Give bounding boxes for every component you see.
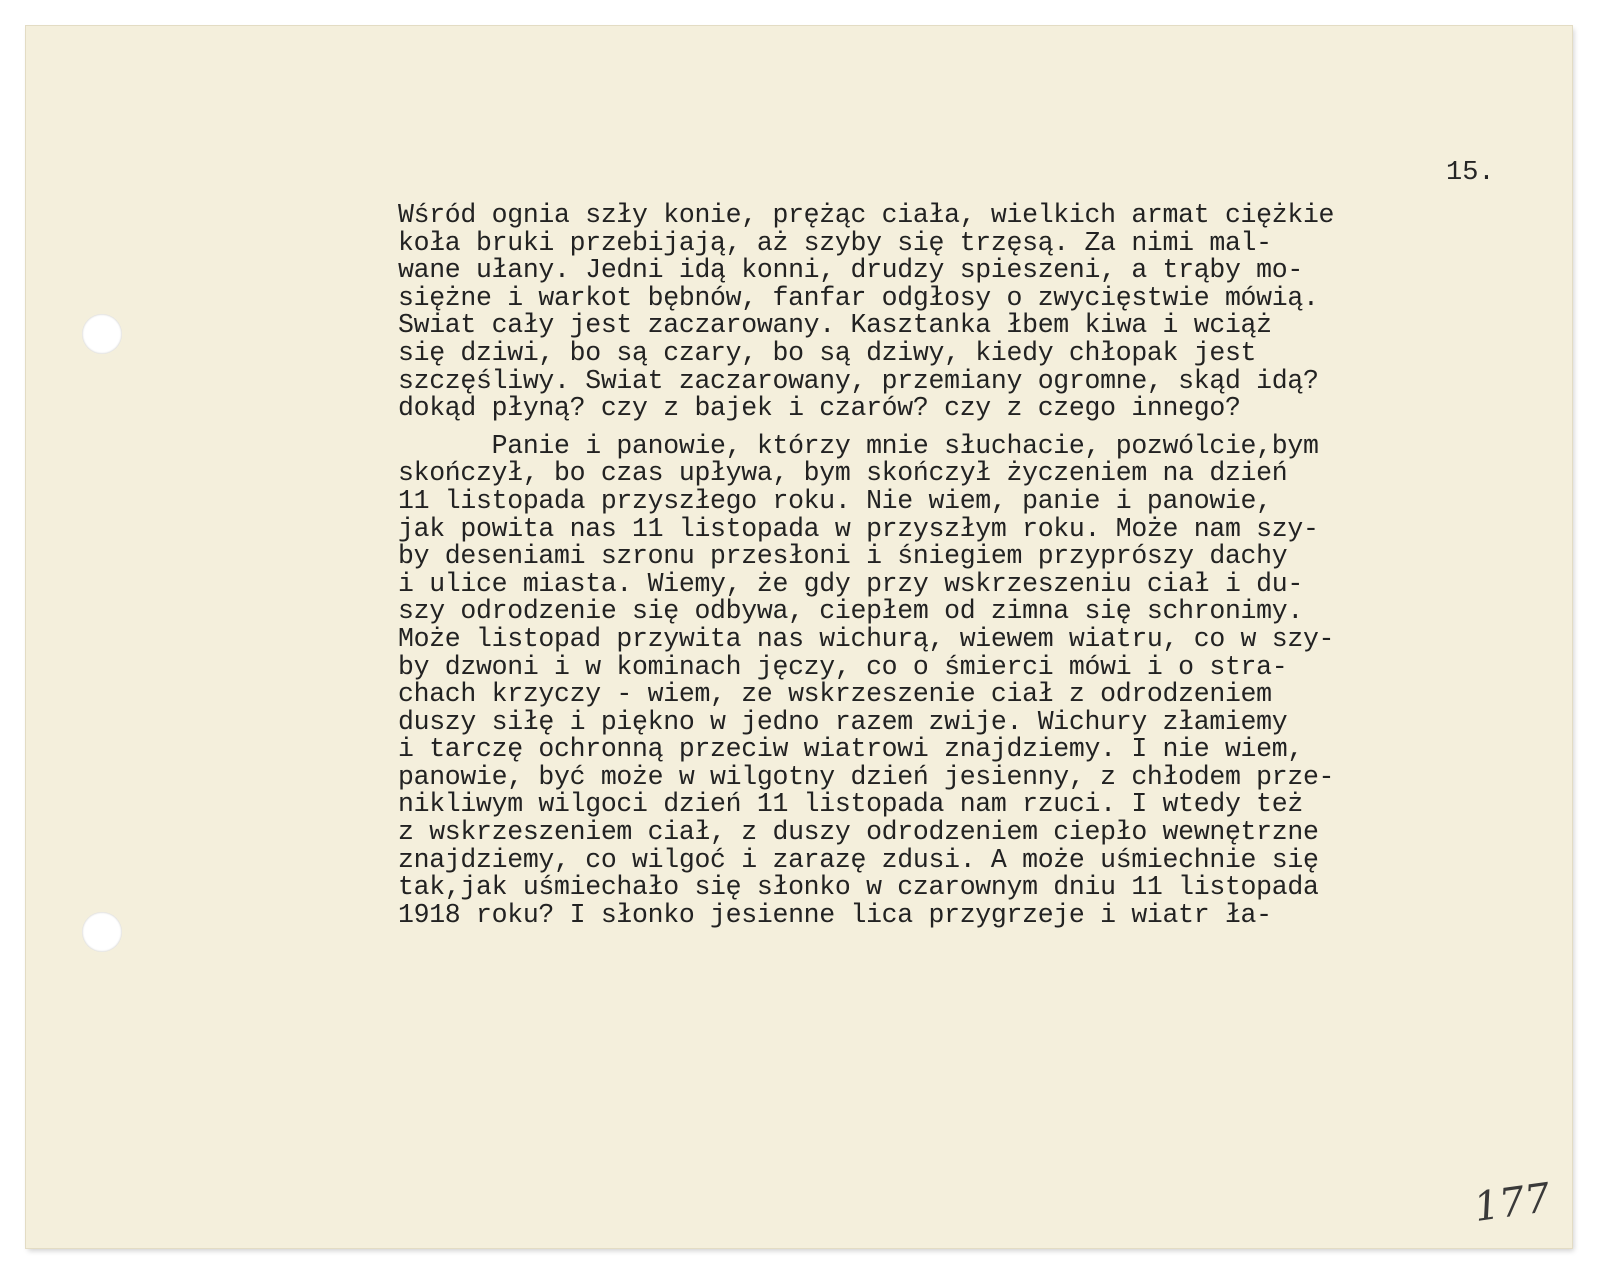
text-line: szy odrodzenie się odbywa, ciepłem od zimna się schronimy. <box>398 596 1303 627</box>
text-line: Może listopad przywita nas wichurą, wiewem wiatru, co w szy- <box>398 623 1335 654</box>
text-line: Wśród ognia szły konie, prężąc ciała, wielkich armat ciężkie <box>398 200 1335 230</box>
typewritten-text <box>398 202 1568 929</box>
text-line: i tarczę ochronną przeciw wiatrowi znajdziemy. I nie wiem, <box>398 734 1303 765</box>
text-line: koła bruki przebijają, aż szyby się trzęsą. Za nimi mal- <box>398 227 1272 258</box>
text-line: duszy siłę i piękno w jedno razem zwije. Wichury złamiemy <box>398 706 1288 737</box>
paragraph-2 <box>398 430 1568 930</box>
text-line: dokąd płyną? czy z bajek i czarów? czy z czego innego? <box>398 393 1241 424</box>
text-line: skończył, bo czas upływa, bym skończył życzeniem na dzień <box>398 458 1288 489</box>
text-line: Panie i panowie, którzy mnie słuchacie, pozwólcie,bym <box>398 430 1319 461</box>
punch-hole-bottom <box>82 912 122 952</box>
text-line: by deseniami szronu przesłoni i śniegiem przyprószy dachy <box>398 541 1288 572</box>
text-line: nikliwym wilgoci dzień 11 listopada nam rzuci. I wtedy też <box>398 789 1303 820</box>
page-number: 15. <box>1446 158 1495 188</box>
document-page <box>26 26 1572 1248</box>
text-line: i ulice miasta. Wiemy, że gdy przy wskrzeszeniu ciał i du- <box>398 568 1303 599</box>
text-line: chach krzyczy - wiem, ze wskrzeszenie ciał z odrodzeniem <box>398 679 1272 710</box>
text-line: się dziwi, bo są czary, bo są dziwy, kiedy chłopak jest <box>398 337 1257 368</box>
text-line: 1918 roku? I słonko jesienne lica przygrzeje i wiatr ła- <box>398 899 1272 930</box>
text-line: jak powita nas 11 listopada w przyszłym roku. Może nam szy- <box>398 513 1319 544</box>
text-line: by dzwoni i w kominach jęczy, co o śmierci mówi i o stra- <box>398 651 1288 682</box>
text-line: z wskrzeszeniem ciał, z duszy odrodzeniem ciepło wewnętrzne <box>398 817 1319 848</box>
text-line: panowie, być może w wilgotny dzień jesienny, z chłodem prze- <box>398 761 1335 792</box>
archive-number: 177 <box>1471 1174 1554 1232</box>
text-line: Swiat cały jest zaczarowany. Kasztanka łbem kiwa i wciąż <box>398 310 1272 341</box>
text-line: wane ułany. Jedni idą konni, drudzy spieszeni, a trąby mo- <box>398 255 1303 286</box>
text-line: znajdziemy, co wilgoć i zarazę zdusi. A może uśmiechnie się <box>398 844 1319 875</box>
text-line: siężne i warkot bębnów, fanfar odgłosy o zwycięstwie mówią. <box>398 282 1319 313</box>
text-line: tak,jak uśmiechało się słonko w czarownym dniu 11 listopada <box>398 872 1319 903</box>
punch-hole-top <box>82 314 122 354</box>
paragraph-1 <box>398 202 1568 423</box>
text-line: 11 listopada przyszłego roku. Nie wiem, panie i panowie, <box>398 485 1272 516</box>
text-line: szczęśliwy. Swiat zaczarowany, przemiany ogromne, skąd idą? <box>398 365 1319 396</box>
